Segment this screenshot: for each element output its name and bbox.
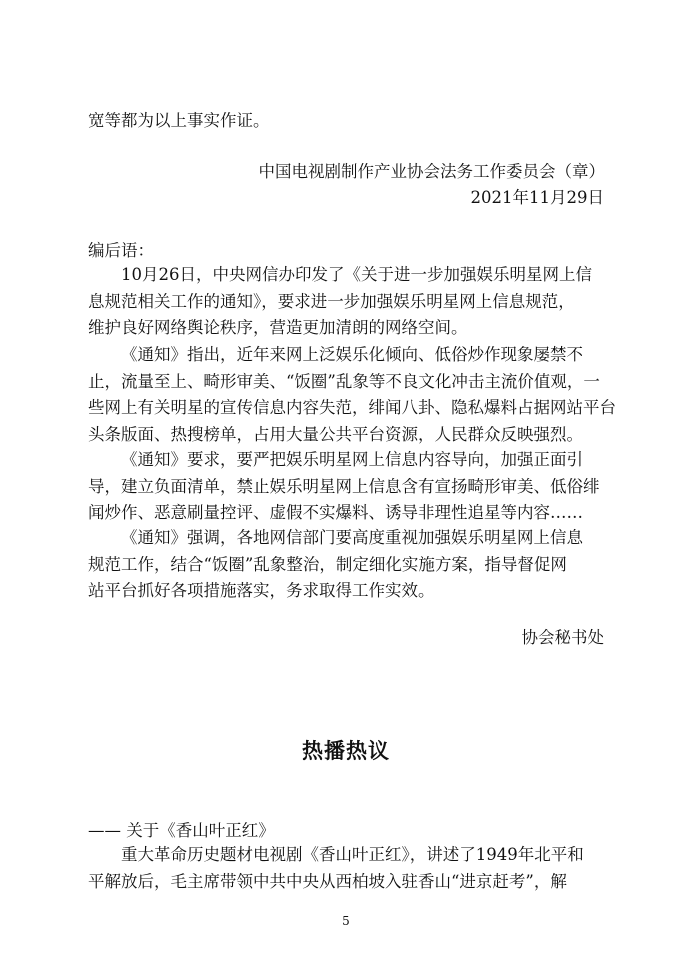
paragraph-line: 站平台抓好各项措施落实，务求取得工作实效。 (88, 581, 435, 600)
paragraph-line: 规范工作，结合“饭圈”乱象整治，制定细化实施方案，指导督促网 (88, 554, 567, 574)
paragraph-line: 止，流量至上、畸形审美、“饭圈”乱象等不良文化冲击主流价值观，一 (88, 371, 600, 391)
editor-note-paragraph-3 (88, 447, 604, 527)
page-number: 5 (342, 914, 350, 928)
paragraph-line: 导，建立负面清单，禁止娱乐明星网上信息含有宣扬畸形审美、低俗绯 (88, 476, 600, 496)
paragraph-line: 重大革命历史题材电视剧《香山叶正红》，讲述了1949年北平和 (121, 845, 584, 864)
section-subheading: —— 关于《香山叶正红》 (88, 821, 275, 840)
editor-note-label: 编后语： (88, 241, 154, 260)
paragraph-line: 息规范相关工作的通知》，要求进一步加强娱乐明星网上信息规范， (88, 291, 575, 311)
paragraph-line: 《通知》强调，各地网信部门要高度重视加强娱乐明星网上信息 (121, 528, 583, 547)
section-title: 热播热议 (302, 738, 390, 763)
paragraph-line: 10月26日，中央网信办印发了《关于进一步加强娱乐明星网上信 (121, 265, 592, 284)
signature-organization: 中国电视剧制作产业协会法务工作委员会（章） (258, 162, 605, 181)
editor-note-paragraph-4 (88, 525, 604, 605)
editor-note-paragraph-1 (88, 262, 604, 342)
editor-note-closing: 协会秘书处 (521, 628, 604, 647)
paragraph-line: 维护良好网络舆论秩序，营造更加清朗的网络空间。 (88, 318, 468, 337)
signature-date: 2021年11月29日 (470, 188, 604, 207)
paragraph-line: 平解放后，毛主席带领中共中央从西柏坡入驻香山“进京赶考”，解 (88, 871, 567, 891)
paragraph-line: 闻炒作、恶意刷量控评、虚假不实爆料、诱导非理性追星等内容…… (88, 503, 583, 522)
paragraph-line: 些网上有关明星的宣传信息内容失范，绯闻八卦、隐私爆料占据网站平台 (88, 398, 616, 417)
paragraph-line: 头条版面、热搜榜单，占用大量公共平台资源，人民群众反映强烈。 (88, 424, 583, 444)
section-paragraph (88, 842, 604, 895)
paragraph-line: 《通知》要求，要严把娱乐明星网上信息内容导向，加强正面引 (121, 450, 583, 469)
paragraph-line: 《通知》指出，近年来网上泛娱乐化倾向、低俗炒作现象屡禁不 (121, 345, 583, 364)
continued-text: 宽等都为以上事实作证。 (88, 111, 270, 130)
editor-note-paragraph-2 (88, 342, 616, 448)
